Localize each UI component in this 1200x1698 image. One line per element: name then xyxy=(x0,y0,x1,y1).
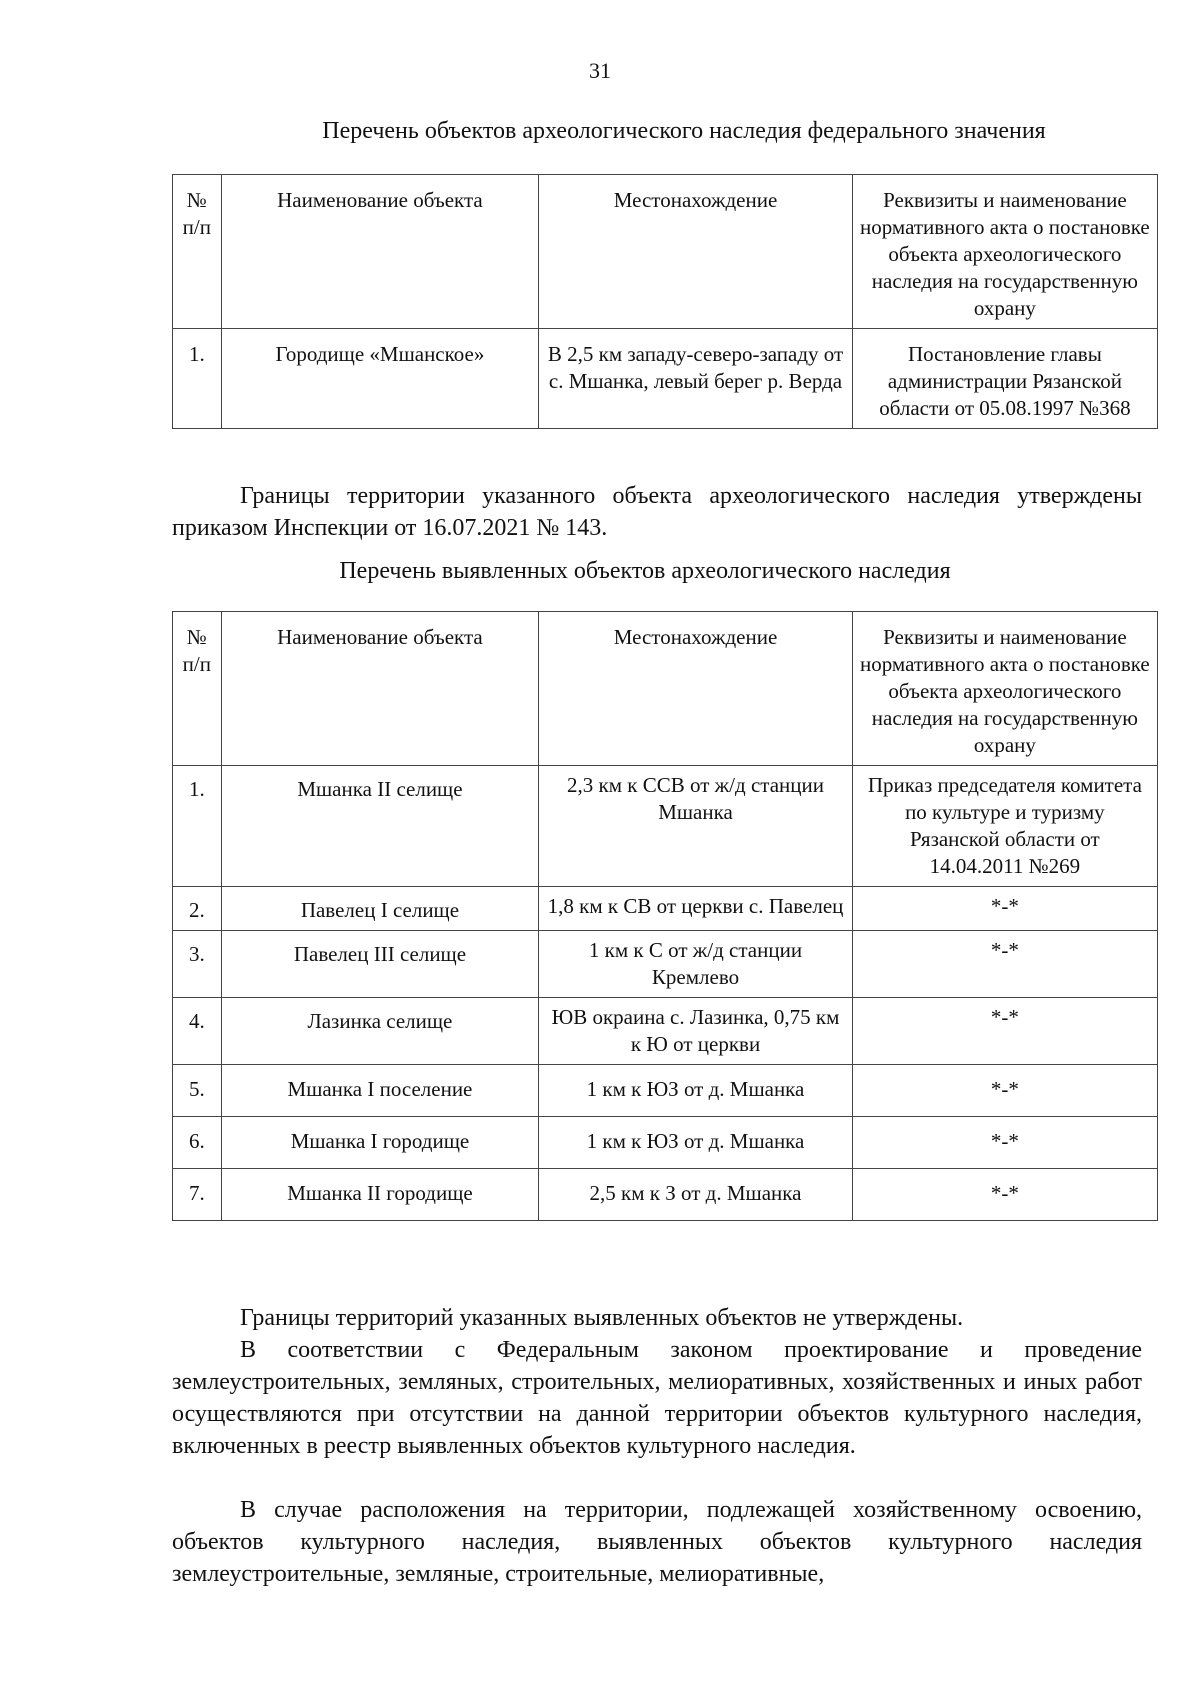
paragraph-borders-not-approved: Границы территорий указанных выявленных объектов не утверждены. xyxy=(240,1305,964,1331)
header-num: № п/п xyxy=(173,175,222,329)
cell-location: 2,3 км к ССВ от ж/д станции Мшанка xyxy=(539,766,853,887)
cell-name: Лазинка селище xyxy=(221,998,539,1065)
header-act: Реквизиты и наименование нормативного акта о постановке объекта археологического наследия на государственную охрану xyxy=(852,612,1157,766)
cell-num: 5. xyxy=(173,1065,222,1117)
header-name: Наименование объекта xyxy=(221,612,539,766)
cell-act: Постановление главы администрации Рязанской области от 05.08.1997 №368 xyxy=(852,329,1157,429)
cell-location: 1 км к ЮЗ от д. Мшанка xyxy=(539,1065,853,1117)
cell-act: *-* xyxy=(852,931,1157,998)
header-location: Местонахождение xyxy=(539,175,853,329)
cell-num: 6. xyxy=(173,1117,222,1169)
table-row xyxy=(173,931,1158,998)
cell-num: 1. xyxy=(173,766,222,887)
table-row xyxy=(173,1169,1158,1221)
cell-num: 4. xyxy=(173,998,222,1065)
federal-objects-table xyxy=(172,174,1158,429)
cell-act: *-* xyxy=(852,1117,1157,1169)
cell-name: Мшанка II городище xyxy=(221,1169,539,1221)
paragraph-federal-law: В соответствии с Федеральным законом проектирование и проведение землеустроительных, земляных, строительных, мелиоративных, хозяйственных и иных работ осуществляются при отсутствии на данной территории объектов культурного наследия, включенных в реестр выявленных объектов культурного наследия. xyxy=(172,1337,1142,1459)
paragraph-placement-case: В случае расположения на территории, подлежащей хозяйственному освоению, объектов культурного наследия, выявленных объектов культурного наследия землеустроительные, земляные, строительные, мелиоративные, xyxy=(172,1497,1142,1587)
cell-name: Павелец I селище xyxy=(221,887,539,931)
header-location: Местонахождение xyxy=(539,612,853,766)
table-row xyxy=(173,766,1158,887)
cell-name: Павелец III селище xyxy=(221,931,539,998)
header-act: Реквизиты и наименование нормативного акта о постановке объекта археологического наследия на государственную охрану xyxy=(852,175,1157,329)
table-row xyxy=(173,1065,1158,1117)
cell-num: 1. xyxy=(173,329,222,429)
cell-name: Мшанка I поселение xyxy=(221,1065,539,1117)
table-row xyxy=(173,329,1158,429)
table-header-row xyxy=(173,612,1158,766)
cell-act: *-* xyxy=(852,1169,1157,1221)
cell-location: В 2,5 км западу-северо-западу от с. Мшанка, левый берег р. Верда xyxy=(539,329,853,429)
paragraph-borders-approved: Границы территории указанного объекта археологического наследия утверждены приказом Инспекции от 16.07.2021 № 143. xyxy=(172,483,1142,541)
cell-act: *-* xyxy=(852,1065,1157,1117)
header-name: Наименование объекта xyxy=(221,175,539,329)
cell-location: 1,8 км к СВ от церкви с. Павелец xyxy=(539,887,853,931)
table-row xyxy=(173,998,1158,1065)
cell-act: *-* xyxy=(852,887,1157,931)
cell-name: Городище «Мшанское» xyxy=(221,329,539,429)
table-header-row xyxy=(173,175,1158,329)
table1-title: Перечень объектов археологического наследия федерального значения xyxy=(322,118,1046,144)
page-number: 31 xyxy=(589,58,611,83)
table-row xyxy=(173,887,1158,931)
identified-objects-table xyxy=(172,611,1158,1221)
cell-location: 1 км к ЮЗ от д. Мшанка xyxy=(539,1117,853,1169)
table-row xyxy=(173,1117,1158,1169)
cell-name: Мшанка I городище xyxy=(221,1117,539,1169)
cell-num: 2. xyxy=(173,887,222,931)
cell-location: ЮВ окраина с. Лазинка, 0,75 км к Ю от церкви xyxy=(539,998,853,1065)
cell-act: *-* xyxy=(852,998,1157,1065)
cell-location: 2,5 км к З от д. Мшанка xyxy=(539,1169,853,1221)
cell-num: 7. xyxy=(173,1169,222,1221)
cell-location: 1 км к С от ж/д станции Кремлево xyxy=(539,931,853,998)
cell-name: Мшанка II селище xyxy=(221,766,539,887)
table2-title: Перечень выявленных объектов археологического наследия xyxy=(339,558,951,584)
header-num: № п/п xyxy=(173,612,222,766)
cell-act: Приказ председателя комитета по культуре и туризму Рязанской области от 14.04.2011 №269 xyxy=(852,766,1157,887)
cell-num: 3. xyxy=(173,931,222,998)
